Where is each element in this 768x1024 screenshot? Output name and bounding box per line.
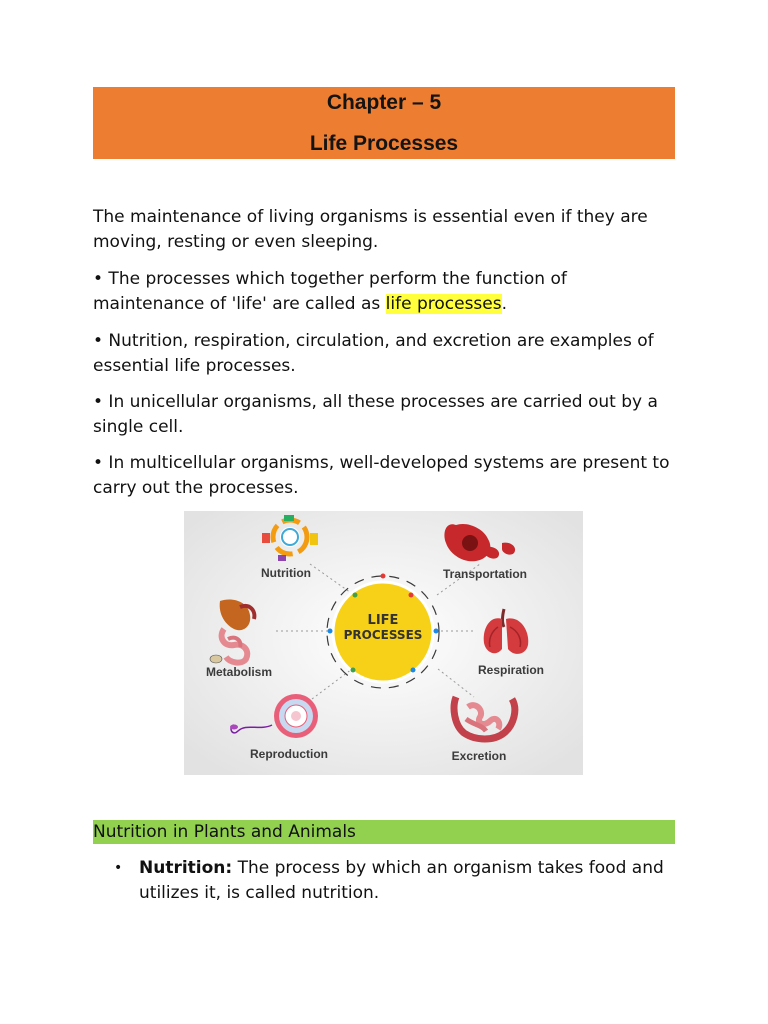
definition-paragraph	[93, 267, 683, 317]
unicellular-paragraph: • In unicellular organisms, all these processes are carried out by a single cell.	[93, 392, 658, 437]
definition-end: .	[501, 294, 507, 314]
center-label-line1: LIFE	[367, 613, 399, 628]
highlighted-term: life processes	[385, 294, 502, 314]
center-label-line2: PROCESSES	[343, 628, 423, 642]
chapter-banner	[93, 87, 675, 159]
definition-text: • The processes which together perform the function of maintenance of 'life' are called as	[93, 269, 567, 314]
chapter-title: Life Processes	[309, 132, 459, 155]
nutrition-definition	[139, 856, 679, 906]
transportation-label: Transportation	[442, 567, 528, 581]
respiration-label: Respiration	[477, 663, 545, 677]
bullet-marker: •	[114, 860, 123, 876]
nutrition-label: Nutrition	[261, 566, 311, 580]
reproduction-label: Reproduction	[250, 747, 328, 761]
intro-paragraph: The maintenance of living organisms is essential even if they are moving, resting or even sleeping.	[93, 207, 648, 252]
life-processes-diagram	[184, 511, 583, 775]
multicellular-paragraph: • In multicellular organisms, well-developed systems are present to carry out the processes.	[93, 453, 670, 498]
section-heading: Nutrition in Plants and Animals	[93, 820, 675, 844]
nutrition-term: Nutrition:	[139, 858, 233, 878]
nutrition-definition-text: The process by which an organism takes food and utilizes it, is called nutrition.	[139, 858, 664, 903]
examples-paragraph: • Nutrition, respiration, circulation, and excretion are examples of essential life processes.	[93, 331, 654, 376]
metabolism-label: Metabolism	[205, 665, 273, 679]
chapter-number: Chapter – 5	[326, 91, 442, 114]
excretion-label: Excretion	[451, 749, 507, 763]
